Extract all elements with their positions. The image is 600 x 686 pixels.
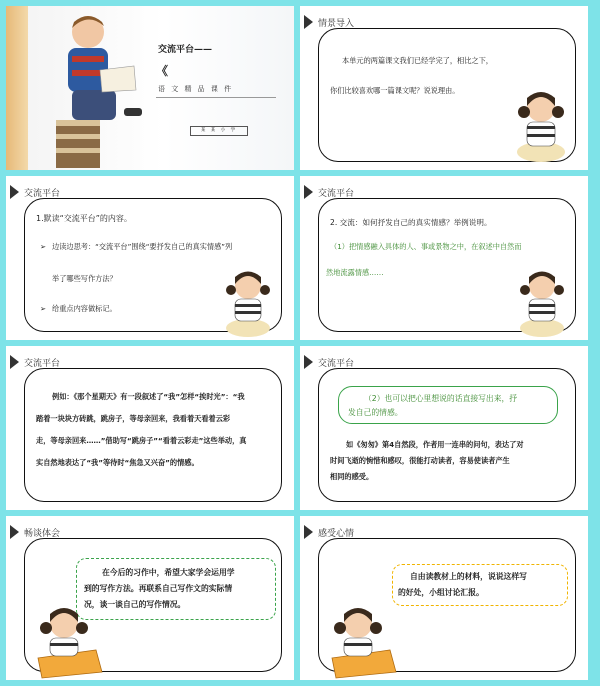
- cover-stripe: [6, 6, 28, 170]
- section-marker-icon: [10, 185, 19, 199]
- green-line-2: 发自己的情感。: [348, 408, 403, 417]
- bullet-1a: 边读边思考：“交流平台”围绕“要抒发自己的真实情感”列: [52, 242, 233, 251]
- section-marker-icon: [304, 355, 313, 369]
- heading: 2. 交流：如何抒发自己的真实情感？举例说明。: [330, 218, 492, 227]
- section-marker-icon: [304, 525, 313, 539]
- text-line-3: 相同的感受。: [330, 472, 374, 481]
- text-line-2: 的好处，小组讨论汇报。: [398, 588, 484, 597]
- slide-exchange-2: [300, 176, 588, 340]
- girl-reading-icon: [324, 600, 400, 680]
- section-marker-icon: [304, 15, 313, 29]
- section-title: 交流平台: [24, 359, 61, 369]
- text-line-3: 况，谈一谈自己的写作情况。: [84, 600, 186, 609]
- slide-exchange-1: [6, 176, 294, 340]
- girl-reading-icon: [514, 264, 570, 340]
- cover-title: 交流平台——: [158, 45, 213, 55]
- boy-reading-illustration: [36, 8, 146, 170]
- girl-reading-icon: [30, 600, 106, 680]
- girl-reading-icon: [220, 264, 276, 340]
- section-marker-icon: [10, 525, 19, 539]
- text-line-1: 在今后的习作中，希望大家学会运用学: [102, 568, 235, 577]
- section-title: 畅谈体会: [24, 529, 61, 539]
- section-title: 交流平台: [318, 359, 355, 369]
- green-line-2: 然地流露情感……: [326, 268, 384, 277]
- cover-school-tag: 某 某 小 学: [190, 126, 248, 136]
- text-line-1: 本单元的两篇课文我们已经学完了，相比之下，: [342, 56, 493, 65]
- text-line-2: 你们比较喜欢哪一篇课文呢？说说理由。: [330, 86, 460, 95]
- section-marker-icon: [10, 355, 19, 369]
- slide-feelings: [300, 516, 588, 680]
- cover-divider: [156, 97, 276, 98]
- bullet-arrow-icon: ➢: [40, 242, 47, 251]
- example-line-3: 走，等母亲回来……”借助写“跳房子”“看着云彩走”这些举动，真: [36, 436, 247, 445]
- example-line-2: 踏着一块块方砖跳，跳房子，等母亲回来，我看着天看着云彩: [36, 414, 231, 423]
- cover-subtitle: 语 文 精 品 课 件: [158, 85, 234, 93]
- girl-reading-icon: [512, 82, 570, 166]
- slide-cover: [6, 6, 294, 170]
- example-line-1: 例如：《那个星期天》有一段叙述了“我”怎样“挨时光”：“我: [52, 392, 245, 401]
- text-line-2: 到的写作方法。再联系自己写作文的实际情: [84, 584, 233, 593]
- section-title: 交流平台: [24, 189, 61, 199]
- cover-bracket: 《: [156, 64, 169, 78]
- slide-exchange-4: [300, 346, 588, 510]
- slide-exchange-3: [6, 346, 294, 510]
- heading: 1.默读“交流平台”的内容。: [36, 214, 132, 223]
- green-line-1: （1）把情感融入具体的人、事或景物之中，在叙述中自然而: [330, 242, 522, 251]
- slide-intro: [300, 6, 588, 170]
- section-title: 交流平台: [318, 189, 355, 199]
- section-marker-icon: [304, 185, 313, 199]
- section-title: 感受心情: [318, 529, 355, 539]
- text-line-2: 时间飞逝的惋惜和感叹，很能打动读者，容易使读者产生: [330, 456, 510, 465]
- slide-discussion: [6, 516, 294, 680]
- bullet-arrow-icon: ➢: [40, 304, 47, 313]
- bullet-2: 给重点内容做标记。: [52, 304, 117, 313]
- text-line-1: 如《匆匆》第4自然段，作者用一连串的问句，表达了对: [346, 440, 524, 449]
- bullet-1b: 举了哪些写作方法？: [52, 274, 117, 283]
- section-title: 情景导入: [318, 19, 355, 29]
- example-line-4: 实自然地表达了“我”等待时“焦急又兴奋”的情感。: [36, 458, 199, 467]
- text-line-1: 自由读教材上的材料，说说这样写: [410, 572, 527, 581]
- green-line-1: （2）也可以把心里想说的话直接写出来，抒: [364, 394, 518, 403]
